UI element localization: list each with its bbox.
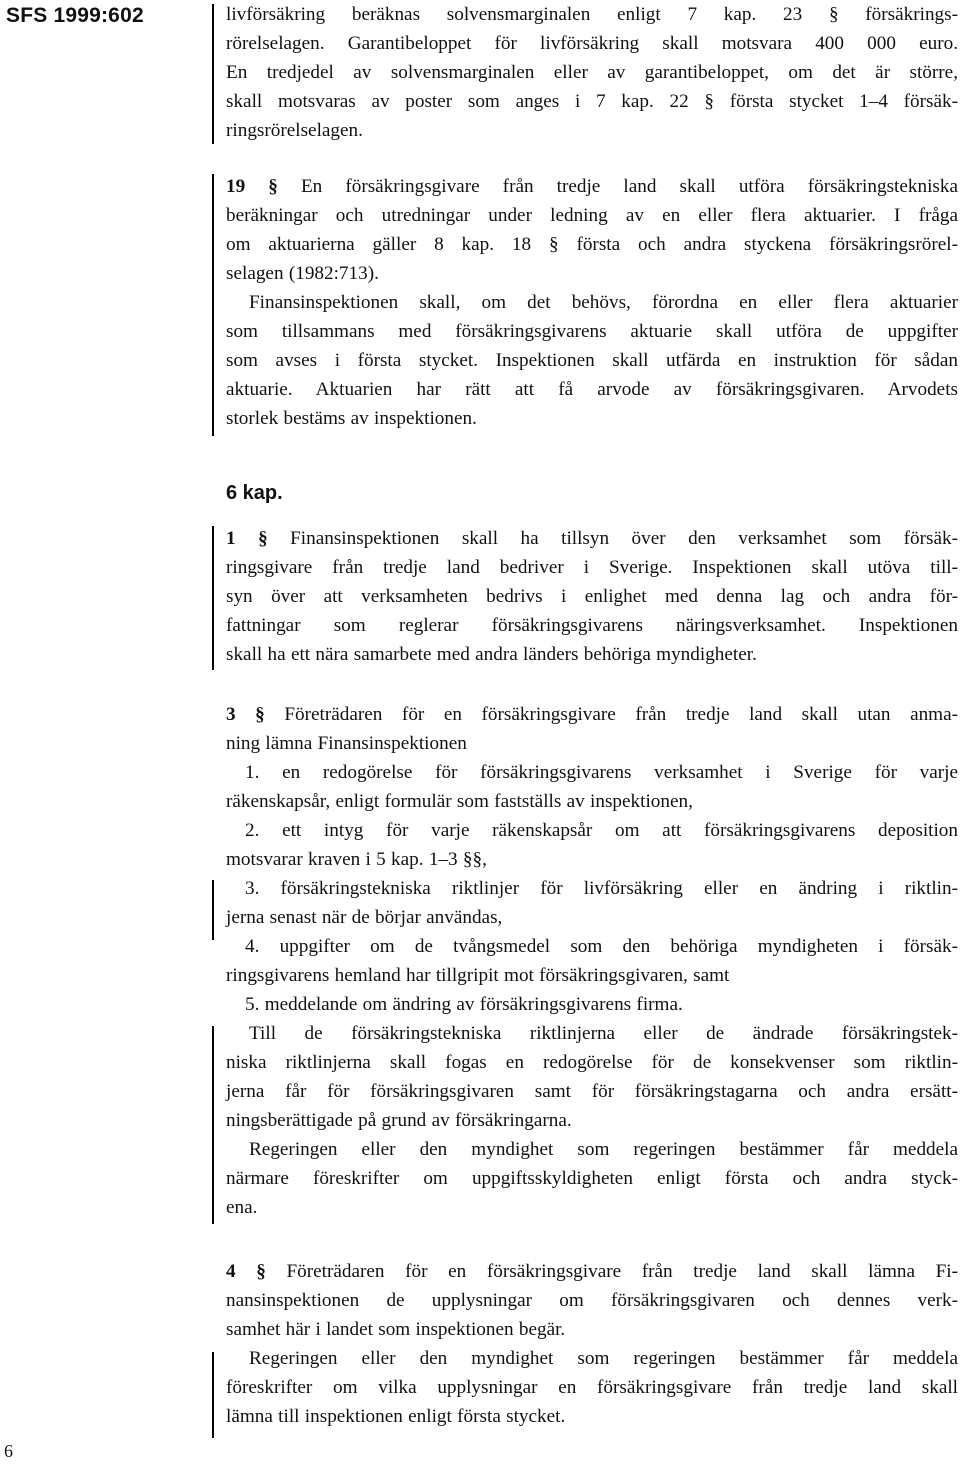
section-1-first-line xyxy=(226,524,958,553)
text-line: En försäkringsgivare från tredje land skall utföra försäkringstekniska xyxy=(300,176,958,197)
change-bar xyxy=(212,1352,214,1438)
text-line: ena. xyxy=(226,1197,258,1218)
section-3-first-line xyxy=(226,700,958,729)
text-line: föreskrifter om vilka upplysningar en försäkringsgivare från tredje land skall xyxy=(226,1377,958,1398)
text-line: som tillsammans med försäkringsgivarens aktuarie skall utföra de uppgifter xyxy=(226,321,958,342)
text-line: Till de försäkringstekniska riktlinjerna eller de ändrade försäkringstek- xyxy=(249,1023,958,1044)
text-line: närmare föreskrifter om uppgiftsskyldigheten enligt första och andra styck- xyxy=(226,1168,958,1189)
text-line: En tredjedel av solvensmarginalen eller av garantibeloppet, om det är större, xyxy=(226,62,958,83)
text-line: niska riktlinjerna skall fogas en redogörelse för de konsekvenser som riktlin- xyxy=(226,1052,958,1073)
section-number: 19 § xyxy=(226,176,278,197)
text-line: selagen (1982:713). xyxy=(226,263,379,284)
chapter-heading: 6 kap. xyxy=(226,482,283,504)
section-number: 3 § xyxy=(226,704,265,725)
text-line: beräkningar och utredningar under ledning av en eller flera aktuarier. I fråga xyxy=(226,205,958,226)
text-line: skall ha ett nära samarbete med andra länders behöriga myndigheter. xyxy=(226,644,757,665)
text-line: Regeringen eller den myndighet som regeringen bestämmer får meddela xyxy=(249,1139,958,1160)
text-line: Finansinspektionen skall ha tillsyn över den verksamhet som försäk- xyxy=(290,528,958,549)
text-line: ning lämna Finansinspektionen xyxy=(226,733,467,754)
list-item: 1. en redogörelse för försäkringsgivarens verksamhet i Sverige för varje xyxy=(245,762,958,783)
change-bar xyxy=(212,526,214,670)
change-bar xyxy=(212,4,214,144)
text-line: aktuarie. Aktuarien har rätt att få arvode av försäkringsgivaren. Arvodets xyxy=(226,379,958,400)
section-19-first-line xyxy=(226,172,958,201)
change-bar xyxy=(212,880,214,940)
text-line: ringsgivarens hemland har tillgripit mot försäkringsgivaren, samt xyxy=(226,965,730,986)
text-line: rörelselagen. Garantibeloppet för livförsäkring skall motsvara 400 000 euro. xyxy=(226,33,958,54)
change-bar xyxy=(212,1026,214,1224)
text-line: om aktuarierna gäller 8 kap. 18 § första och andra styckena försäkringsrörel- xyxy=(226,234,958,255)
text-line: ringsgivare från tredje land bedriver i Sverige. Inspektionen skall utöva till- xyxy=(226,557,958,578)
text-line: motsvarar kraven i 5 kap. 1–3 §§, xyxy=(226,849,487,870)
text-line: samhet här i landet som inspektionen begär. xyxy=(226,1319,566,1340)
list-item: 3. försäkringstekniska riktlinjer för livförsäkring eller en ändring i riktlin- xyxy=(245,878,958,899)
text-line: storlek bestäms av inspektionen. xyxy=(226,408,477,429)
text-line: jerna får för försäkringsgivaren samt för försäkringstagarna och andra ersätt- xyxy=(226,1081,958,1102)
text-line: Företrädaren för en försäkringsgivare från tredje land skall utan anma- xyxy=(284,704,959,725)
text-line: ringsrörelselagen. xyxy=(226,120,363,141)
list-item: 2. ett intyg för varje räkenskapsår om att försäkringsgivarens deposition xyxy=(245,820,958,841)
text-line: nansinspektionen de upplysningar om försäkringsgivaren och dennes verk- xyxy=(226,1290,958,1311)
change-bar xyxy=(212,174,214,436)
section-number: 1 § xyxy=(226,528,268,549)
section-number: 4 § xyxy=(226,1261,266,1282)
text-line: räkenskapsår, enligt formulär som fastställs av inspektionen, xyxy=(226,791,693,812)
text-line: som avses i första stycket. Inspektionen skall utfärda en instruktion för sådan xyxy=(226,350,958,371)
text-line: Företrädaren för en försäkringsgivare från tredje land skall lämna Fi- xyxy=(286,1261,959,1282)
sfs-number: SFS 1999:602 xyxy=(6,4,144,27)
text-line: fattningar som reglerar försäkringsgivarens näringsverksamhet. Inspektionen xyxy=(226,615,958,636)
page-number: 6 xyxy=(4,1441,13,1461)
text-line: jerna senast när de börjar användas, xyxy=(226,907,503,928)
text-line: lämna till inspektionen enligt första stycket. xyxy=(226,1406,566,1427)
section-4-first-line xyxy=(226,1257,958,1286)
text-line: ningsberättigade på grund av försäkringarna. xyxy=(226,1110,572,1131)
text-line: skall motsvaras av poster som anges i 7 kap. 22 § första stycket 1–4 försäk- xyxy=(226,91,958,112)
text-line: Finansinspektionen skall, om det behövs, förordna en eller flera aktuarier xyxy=(249,292,958,313)
list-item: 5. meddelande om ändring av försäkringsgivarens firma. xyxy=(245,994,683,1015)
list-item: 4. uppgifter om de tvångsmedel som den behöriga myndigheten i försäk- xyxy=(245,936,958,957)
text-line: livförsäkring beräknas solvensmarginalen enligt 7 kap. 23 § försäkrings- xyxy=(226,4,958,25)
text-line: syn över att verksamheten bedrivs i enlighet med denna lag och andra för- xyxy=(226,586,958,607)
text-line: Regeringen eller den myndighet som regeringen bestämmer får meddela xyxy=(249,1348,958,1369)
